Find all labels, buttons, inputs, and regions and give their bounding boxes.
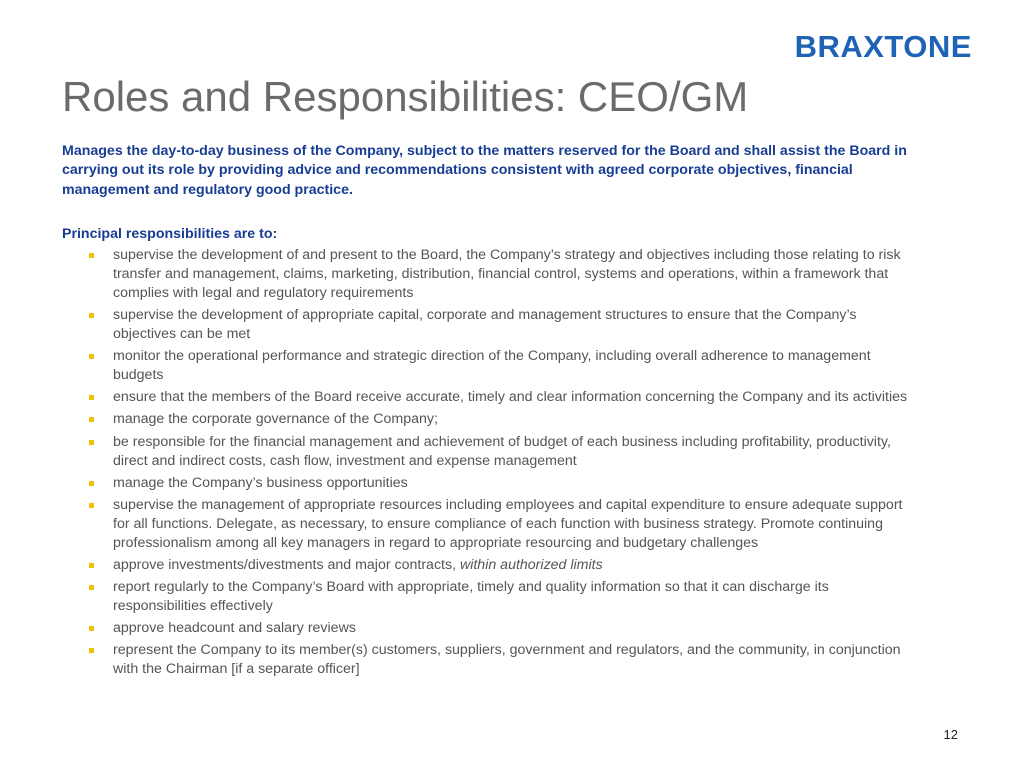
square-bullet-icon [89,354,94,359]
responsibility-item [62,410,912,429]
square-bullet-icon [89,563,94,568]
responsibility-text: be responsible for the financial management and achievement of budget of each business including profitability, productivity, direct and indirect costs, cash flow, investment and expense management [113,433,891,469]
responsibility-text: approve headcount and salary reviews [113,620,356,637]
responsibility-item [62,496,912,553]
responsibility-emphasis: within authorized limits [459,556,603,573]
responsibility-item [62,433,912,471]
responsibility-item [62,619,912,638]
square-bullet-icon [89,395,94,400]
square-bullet-icon [89,648,94,653]
square-bullet-icon [89,313,94,318]
braxtone-logo: BRAXTONE [794,29,972,64]
responsibility-text: represent the Company to its member(s) customers, suppliers, government and regulators, and the community, in conjunction with the Chairman [if a separate officer] [113,642,901,678]
responsibility-item [62,246,912,303]
responsibility-item [62,641,912,679]
responsibility-text: supervise the development of and present to the Board, the Company’s strategy and objectives including those relating to risk transfer and management, claims, marketing, distribution, financial control, systems and operations, within a framework that complies with legal and regulatory requirements [113,247,901,301]
responsibility-text: monitor the operational performance and strategic direction of the Company, including overall adherence to management budgets [113,348,871,384]
square-bullet-icon [89,481,94,486]
responsibility-item [62,388,912,407]
square-bullet-icon [89,417,94,422]
responsibility-item [62,556,912,575]
responsibilities-list [62,246,912,683]
responsibility-item [62,578,912,616]
responsibility-text: approve investments/divestments and major contracts, [113,556,460,573]
square-bullet-icon [89,585,94,590]
page-number: 12 [943,727,958,742]
square-bullet-icon [89,626,94,631]
responsibility-text: report regularly to the Company’s Board with appropriate, timely and quality information so that it can discharge its responsibilities effectively [113,579,829,615]
responsibility-item [62,474,912,493]
responsibility-text: supervise the development of appropriate capital, corporate and management structures to ensure that the Company’s objectives can be met [113,307,857,342]
responsibility-text: supervise the management of appropriate resources including employees and capital expenditure to ensure adequate support for all functions. Delegate, as necessary, to ensure compliance of each function with business strategy. Promote continuing professionalism among all key managers in regard to appropriate resourcing and budgetary challenges [113,496,903,551]
responsibility-item [62,347,912,385]
intro-paragraph: Manages the day-to-day business of the Company, subject to the matters reserved for the Board and shall assist the Board in carrying out its role by providing advice and recommendations consistent with agreed corporate objectives, financial management and regulatory good practice. [62,143,907,198]
responsibilities-heading: Principal responsibilities are to: [62,226,278,242]
square-bullet-icon [89,440,94,445]
square-bullet-icon [89,503,94,508]
square-bullet-icon [89,253,94,258]
responsibility-item [62,306,912,344]
responsibility-text: ensure that the members of the Board receive accurate, timely and clear information concerning the Company and its activities [113,389,908,406]
slide-title: Roles and Responsibilities: CEO/GM [62,73,749,120]
responsibility-text: manage the Company’s business opportunities [113,474,408,491]
responsibility-text: manage the corporate governance of the Company; [113,411,438,428]
